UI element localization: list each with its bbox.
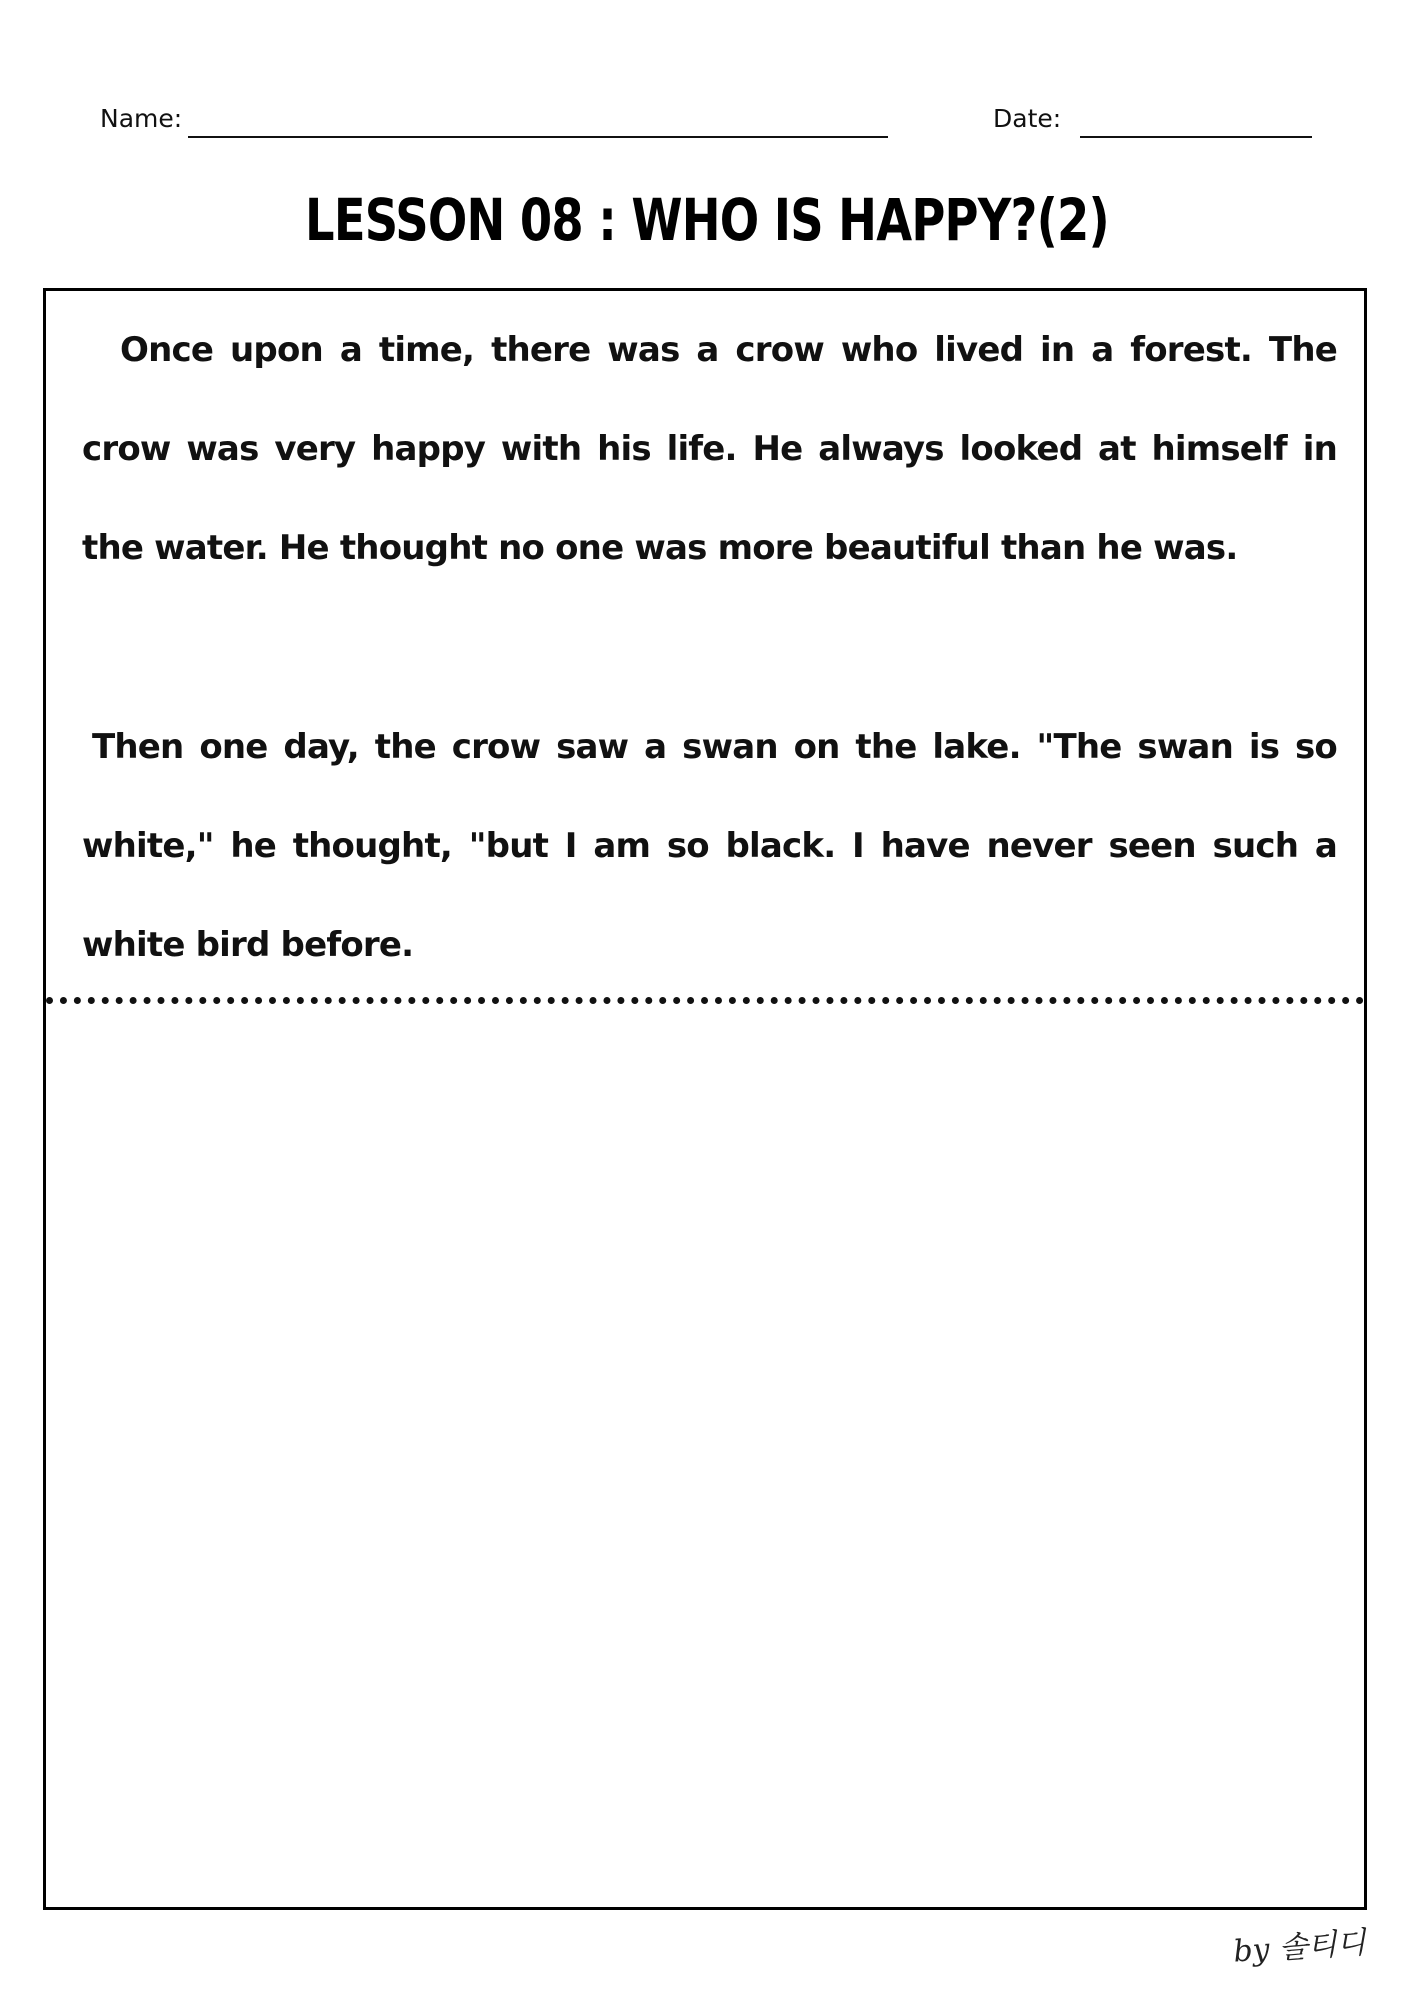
story-paragraph-2: Then one day, the crow saw a swan on the lake. "The swan is so white," he thought, "but I am so black. I have never seen such a white bird before. <box>82 727 1337 965</box>
date-label: Date: <box>993 104 1062 133</box>
author-credit: by 솔티디 <box>1232 1925 1367 1970</box>
name-field-line[interactable] <box>188 136 888 138</box>
worksheet-header <box>0 100 1414 144</box>
story-text <box>82 301 1337 995</box>
story-paragraph-1: Once upon a time, there was a crow who lived in a forest. The crow was very happy with his life. He always looked at himself in the water. He thought no one was more beautiful than he was. <box>82 330 1337 568</box>
lesson-title: LESSON 08 : WHO IS HAPPY?(2) <box>305 186 1109 254</box>
dotted-divider <box>46 997 1364 1004</box>
name-label: Name: <box>100 104 183 133</box>
date-field-line[interactable] <box>1080 136 1312 138</box>
reading-frame <box>43 288 1367 1910</box>
